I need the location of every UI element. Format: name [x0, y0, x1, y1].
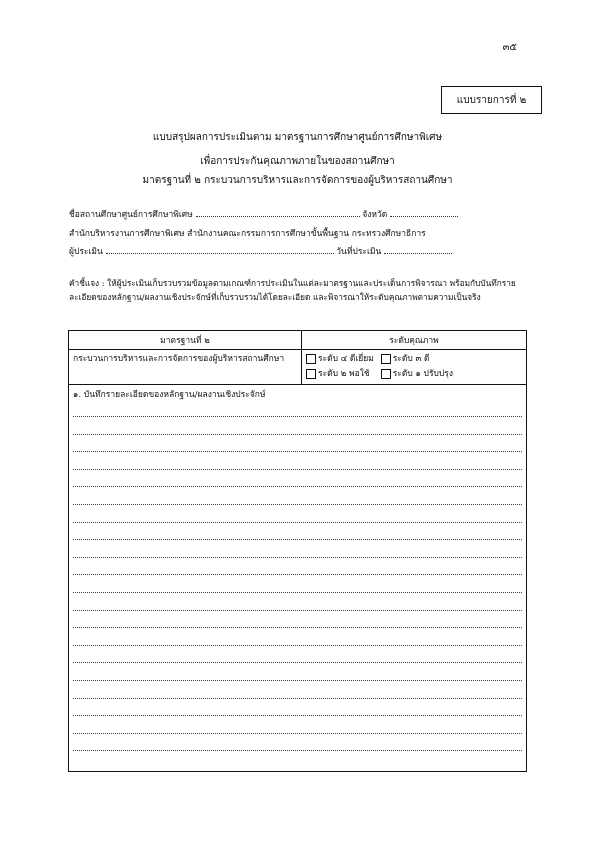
note-line[interactable]: [73, 416, 522, 417]
page-number: ๓๕: [502, 42, 517, 53]
level-2-label: ระดับ ๒ พอใช้: [318, 369, 370, 379]
form-label: แบบรายการที่ ๒: [456, 94, 527, 106]
note-line[interactable]: [73, 574, 522, 575]
level-2-option[interactable]: [306, 367, 378, 382]
note-line[interactable]: [73, 592, 522, 593]
level-1-label: ระดับ ๑ ปรับปรุง: [392, 369, 454, 379]
level-row-top: [306, 352, 522, 367]
evidence-notes-label: ๑. บันทึกรายละเอียดของหลักฐาน/ผลงานเชิงประจักษ์: [73, 390, 266, 400]
note-line[interactable]: [73, 645, 522, 646]
note-line[interactable]: [73, 750, 522, 751]
assessment-table: [68, 330, 527, 772]
school-label: ชื่อสถานศึกษาศูนย์การศึกษาพิเศษ: [69, 210, 193, 220]
level-3-label: ระดับ ๓ ดี: [392, 354, 430, 364]
note-line[interactable]: [73, 698, 522, 699]
quality-level-header: ระดับคุณภาพ: [302, 331, 527, 350]
level-4-checkbox[interactable]: [306, 354, 316, 364]
school-row: [69, 207, 458, 221]
date-fill-line[interactable]: [384, 244, 452, 254]
note-line[interactable]: [73, 627, 522, 628]
standard-header: มาตรฐานที่ ๒: [69, 331, 302, 350]
level-3-checkbox[interactable]: [381, 354, 391, 364]
level-1-checkbox[interactable]: [381, 369, 391, 379]
note-line[interactable]: [73, 522, 522, 523]
instructions: คำชี้แจง : ให้ผู้ประเมินเก็บรวบรวมข้อมูลตามเกณฑ์การประเมินในแต่ละมาตรฐานและประเด็นการพิจารณา พร้อมกับบันทึกรายละเอียดของหลักฐาน/ผลงานเชิงประจักษ์ที่เก็บรวบรวมได้โดยละเอียด และพิจารณาให้ระดับคุณภาพตามความเป็นจริง: [69, 278, 516, 302]
note-line[interactable]: [73, 504, 522, 505]
note-line[interactable]: [73, 486, 522, 487]
form-label-box: [441, 86, 542, 114]
school-fill-line[interactable]: [196, 207, 360, 217]
assessor-fill-line[interactable]: [106, 244, 334, 254]
note-line[interactable]: [73, 469, 522, 470]
note-line[interactable]: [73, 451, 522, 452]
note-line[interactable]: [73, 539, 522, 540]
level-1-option[interactable]: [381, 367, 453, 382]
note-line[interactable]: [73, 680, 522, 681]
level-3-option[interactable]: [381, 352, 453, 367]
note-line[interactable]: [73, 662, 522, 663]
agency-line: สำนักบริหารงานการศึกษาพิเศษ สำนักงานคณะกรรมการการศึกษาขั้นพื้นฐาน กระทรวงศึกษาธิการ: [69, 229, 426, 239]
note-line[interactable]: [73, 557, 522, 558]
level-4-label: ระดับ ๔ ดีเยี่ยม: [318, 354, 374, 364]
assessor-row: [69, 244, 452, 258]
level-row-bottom: [306, 367, 522, 382]
date-label: วันที่ประเมิน: [336, 247, 382, 257]
title-line-2: เพื่อการประกันคุณภาพภายในของสถานศึกษา: [200, 156, 395, 167]
province-fill-line[interactable]: [390, 207, 458, 217]
level-4-option[interactable]: [306, 352, 378, 367]
note-line[interactable]: [73, 715, 522, 716]
title-line-3: มาตรฐานที่ ๒ กระบวนการบริหารและการจัดการของผู้บริหารสถานศึกษา: [142, 175, 453, 186]
level-2-checkbox[interactable]: [306, 369, 316, 379]
province-label: จังหวัด: [362, 210, 388, 220]
title-line-1: แบบสรุปผลการประเมินตาม มาตรฐานการศึกษาศูนย์การศึกษาพิเศษ: [152, 132, 443, 143]
standard-description: กระบวนการบริหารและการจัดการของผู้บริหารสถานศึกษา: [69, 350, 302, 385]
note-line[interactable]: [73, 434, 522, 435]
note-line[interactable]: [73, 610, 522, 611]
note-line[interactable]: [73, 733, 522, 734]
assessor-label: ผู้ประเมิน: [69, 247, 103, 257]
quality-levels: [302, 350, 527, 385]
evidence-notes-cell[interactable]: [69, 385, 527, 772]
